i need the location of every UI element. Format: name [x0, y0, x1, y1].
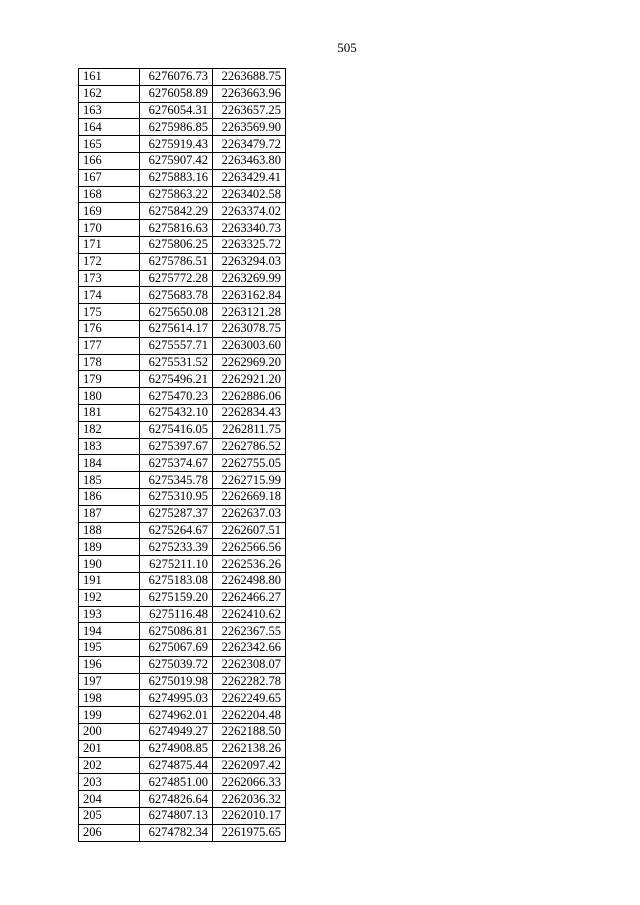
- point-number-cell: 161: [79, 69, 140, 86]
- x-coordinate-cell: 6275919.43: [140, 136, 213, 153]
- x-coordinate-cell: 6275116.48: [140, 606, 213, 623]
- x-coordinate-cell: 6274875.44: [140, 757, 213, 774]
- y-coordinate-cell: 2263325.72: [213, 236, 286, 253]
- y-coordinate-cell: 2262786.52: [213, 438, 286, 455]
- table-row: [79, 690, 286, 707]
- point-number-cell: 187: [79, 505, 140, 522]
- x-coordinate-cell: 6275086.81: [140, 623, 213, 640]
- point-number-cell: 194: [79, 623, 140, 640]
- point-number-cell: 162: [79, 85, 140, 102]
- x-coordinate-cell: 6275211.10: [140, 556, 213, 573]
- table-row: [79, 556, 286, 573]
- x-coordinate-cell: 6275806.25: [140, 236, 213, 253]
- x-coordinate-cell: 6275786.51: [140, 253, 213, 270]
- y-coordinate-cell: 2262367.55: [213, 623, 286, 640]
- point-number-cell: 176: [79, 320, 140, 337]
- x-coordinate-cell: 6275816.63: [140, 220, 213, 237]
- table-row: [79, 472, 286, 489]
- x-coordinate-cell: 6274908.85: [140, 740, 213, 757]
- y-coordinate-cell: 2261975.65: [213, 824, 286, 841]
- x-coordinate-cell: 6275233.39: [140, 539, 213, 556]
- table-row: [79, 808, 286, 825]
- table-row: [79, 220, 286, 237]
- point-number-cell: 205: [79, 808, 140, 825]
- x-coordinate-cell: 6275374.67: [140, 455, 213, 472]
- point-number-cell: 198: [79, 690, 140, 707]
- point-number-cell: 190: [79, 556, 140, 573]
- point-number-cell: 181: [79, 404, 140, 421]
- table-row: [79, 354, 286, 371]
- x-coordinate-cell: 6275772.28: [140, 270, 213, 287]
- table-row: [79, 522, 286, 539]
- x-coordinate-cell: 6275883.16: [140, 169, 213, 186]
- x-coordinate-cell: 6276054.31: [140, 102, 213, 119]
- point-number-cell: 195: [79, 640, 140, 657]
- table-row: [79, 203, 286, 220]
- x-coordinate-cell: 6275183.08: [140, 572, 213, 589]
- x-coordinate-cell: 6276058.89: [140, 85, 213, 102]
- table-row: [79, 791, 286, 808]
- y-coordinate-cell: 2263688.75: [213, 69, 286, 86]
- y-coordinate-cell: 2262498.80: [213, 572, 286, 589]
- point-number-cell: 203: [79, 774, 140, 791]
- table-row: [79, 589, 286, 606]
- x-coordinate-cell: 6275345.78: [140, 472, 213, 489]
- point-number-cell: 177: [79, 337, 140, 354]
- point-number-cell: 185: [79, 472, 140, 489]
- x-coordinate-cell: 6274826.64: [140, 791, 213, 808]
- x-coordinate-cell: 6275531.52: [140, 354, 213, 371]
- y-coordinate-cell: 2262921.20: [213, 371, 286, 388]
- point-number-cell: 193: [79, 606, 140, 623]
- table-row: [79, 404, 286, 421]
- table-row: [79, 757, 286, 774]
- y-coordinate-cell: 2263402.58: [213, 186, 286, 203]
- table-row: [79, 740, 286, 757]
- x-coordinate-cell: 6275842.29: [140, 203, 213, 220]
- table-row: [79, 371, 286, 388]
- point-number-cell: 179: [79, 371, 140, 388]
- table-row: [79, 606, 286, 623]
- y-coordinate-cell: 2263429.41: [213, 169, 286, 186]
- y-coordinate-cell: 2262204.48: [213, 707, 286, 724]
- x-coordinate-cell: 6275397.67: [140, 438, 213, 455]
- x-coordinate-cell: 6274782.34: [140, 824, 213, 841]
- table-row: [79, 673, 286, 690]
- table-row: [79, 253, 286, 270]
- y-coordinate-cell: 2262097.42: [213, 757, 286, 774]
- x-coordinate-cell: 6275067.69: [140, 640, 213, 657]
- table-row: [79, 136, 286, 153]
- y-coordinate-cell: 2262755.05: [213, 455, 286, 472]
- point-number-cell: 188: [79, 522, 140, 539]
- point-number-cell: 175: [79, 304, 140, 321]
- y-coordinate-cell: 2262607.51: [213, 522, 286, 539]
- point-number-cell: 180: [79, 388, 140, 405]
- point-number-cell: 202: [79, 757, 140, 774]
- x-coordinate-cell: 6275863.22: [140, 186, 213, 203]
- point-number-cell: 189: [79, 539, 140, 556]
- y-coordinate-cell: 2263663.96: [213, 85, 286, 102]
- point-number-cell: 184: [79, 455, 140, 472]
- table-row: [79, 488, 286, 505]
- y-coordinate-cell: 2262715.99: [213, 472, 286, 489]
- table-row: [79, 539, 286, 556]
- y-coordinate-cell: 2263340.73: [213, 220, 286, 237]
- coordinates-table: [78, 68, 286, 842]
- table-row: [79, 152, 286, 169]
- table-row: [79, 69, 286, 86]
- point-number-cell: 182: [79, 421, 140, 438]
- x-coordinate-cell: 6274807.13: [140, 808, 213, 825]
- x-coordinate-cell: 6275986.85: [140, 119, 213, 136]
- table-row: [79, 102, 286, 119]
- x-coordinate-cell: 6275432.10: [140, 404, 213, 421]
- table-row: [79, 707, 286, 724]
- table-row: [79, 824, 286, 841]
- point-number-cell: 168: [79, 186, 140, 203]
- x-coordinate-cell: 6274851.00: [140, 774, 213, 791]
- point-number-cell: 171: [79, 236, 140, 253]
- point-number-cell: 191: [79, 572, 140, 589]
- y-coordinate-cell: 2262308.07: [213, 656, 286, 673]
- table-row: [79, 236, 286, 253]
- y-coordinate-cell: 2262066.33: [213, 774, 286, 791]
- table-row: [79, 119, 286, 136]
- table-row: [79, 572, 286, 589]
- x-coordinate-cell: 6275416.05: [140, 421, 213, 438]
- x-coordinate-cell: 6275470.23: [140, 388, 213, 405]
- y-coordinate-cell: 2262834.43: [213, 404, 286, 421]
- point-number-cell: 204: [79, 791, 140, 808]
- point-number-cell: 170: [79, 220, 140, 237]
- y-coordinate-cell: 2262249.65: [213, 690, 286, 707]
- y-coordinate-cell: 2262410.62: [213, 606, 286, 623]
- table-row: [79, 656, 286, 673]
- table-row: [79, 186, 286, 203]
- y-coordinate-cell: 2262536.26: [213, 556, 286, 573]
- table-row: [79, 304, 286, 321]
- point-number-cell: 186: [79, 488, 140, 505]
- x-coordinate-cell: 6275039.72: [140, 656, 213, 673]
- table-row: [79, 455, 286, 472]
- x-coordinate-cell: 6275159.20: [140, 589, 213, 606]
- y-coordinate-cell: 2262036.32: [213, 791, 286, 808]
- point-number-cell: 192: [79, 589, 140, 606]
- table-row: [79, 724, 286, 741]
- point-number-cell: 183: [79, 438, 140, 455]
- y-coordinate-cell: 2263569.90: [213, 119, 286, 136]
- point-number-cell: 172: [79, 253, 140, 270]
- table-row: [79, 640, 286, 657]
- y-coordinate-cell: 2263121.28: [213, 304, 286, 321]
- y-coordinate-cell: 2262282.78: [213, 673, 286, 690]
- table-row: [79, 505, 286, 522]
- x-coordinate-cell: 6275310.95: [140, 488, 213, 505]
- y-coordinate-cell: 2262342.66: [213, 640, 286, 657]
- table-row: [79, 623, 286, 640]
- y-coordinate-cell: 2262637.03: [213, 505, 286, 522]
- table-row: [79, 169, 286, 186]
- x-coordinate-cell: 6275683.78: [140, 287, 213, 304]
- x-coordinate-cell: 6274962.01: [140, 707, 213, 724]
- point-number-cell: 165: [79, 136, 140, 153]
- page-number: 505: [337, 40, 357, 55]
- point-number-cell: 173: [79, 270, 140, 287]
- x-coordinate-cell: 6275264.67: [140, 522, 213, 539]
- point-number-cell: 163: [79, 102, 140, 119]
- point-number-cell: 178: [79, 354, 140, 371]
- y-coordinate-cell: 2263294.03: [213, 253, 286, 270]
- x-coordinate-cell: 6275907.42: [140, 152, 213, 169]
- y-coordinate-cell: 2263162.84: [213, 287, 286, 304]
- y-coordinate-cell: 2262566.56: [213, 539, 286, 556]
- point-number-cell: 167: [79, 169, 140, 186]
- point-number-cell: 196: [79, 656, 140, 673]
- x-coordinate-cell: 6274949.27: [140, 724, 213, 741]
- y-coordinate-cell: 2263003.60: [213, 337, 286, 354]
- point-number-cell: 200: [79, 724, 140, 741]
- y-coordinate-cell: 2263374.02: [213, 203, 286, 220]
- x-coordinate-cell: 6276076.73: [140, 69, 213, 86]
- table-row: [79, 388, 286, 405]
- point-number-cell: 199: [79, 707, 140, 724]
- y-coordinate-cell: 2263463.80: [213, 152, 286, 169]
- y-coordinate-cell: 2262669.18: [213, 488, 286, 505]
- point-number-cell: 197: [79, 673, 140, 690]
- x-coordinate-cell: 6275496.21: [140, 371, 213, 388]
- point-number-cell: 166: [79, 152, 140, 169]
- point-number-cell: 169: [79, 203, 140, 220]
- x-coordinate-cell: 6275287.37: [140, 505, 213, 522]
- table-row: [79, 421, 286, 438]
- table-row: [79, 774, 286, 791]
- y-coordinate-cell: 2263078.75: [213, 320, 286, 337]
- y-coordinate-cell: 2262466.27: [213, 589, 286, 606]
- y-coordinate-cell: 2263269.99: [213, 270, 286, 287]
- table-row: [79, 320, 286, 337]
- y-coordinate-cell: 2262811.75: [213, 421, 286, 438]
- x-coordinate-cell: 6275019.98: [140, 673, 213, 690]
- point-number-cell: 201: [79, 740, 140, 757]
- y-coordinate-cell: 2262886.06: [213, 388, 286, 405]
- table-row: [79, 270, 286, 287]
- y-coordinate-cell: 2263479.72: [213, 136, 286, 153]
- table-row: [79, 85, 286, 102]
- table-row: [79, 337, 286, 354]
- y-coordinate-cell: 2262188.50: [213, 724, 286, 741]
- point-number-cell: 164: [79, 119, 140, 136]
- x-coordinate-cell: 6275650.08: [140, 304, 213, 321]
- x-coordinate-cell: 6275614.17: [140, 320, 213, 337]
- x-coordinate-cell: 6274995.03: [140, 690, 213, 707]
- point-number-cell: 206: [79, 824, 140, 841]
- x-coordinate-cell: 6275557.71: [140, 337, 213, 354]
- y-coordinate-cell: 2262010.17: [213, 808, 286, 825]
- y-coordinate-cell: 2262969.20: [213, 354, 286, 371]
- coordinates-table-body: [79, 69, 286, 842]
- point-number-cell: 174: [79, 287, 140, 304]
- table-row: [79, 438, 286, 455]
- table-row: [79, 287, 286, 304]
- y-coordinate-cell: 2262138.26: [213, 740, 286, 757]
- y-coordinate-cell: 2263657.25: [213, 102, 286, 119]
